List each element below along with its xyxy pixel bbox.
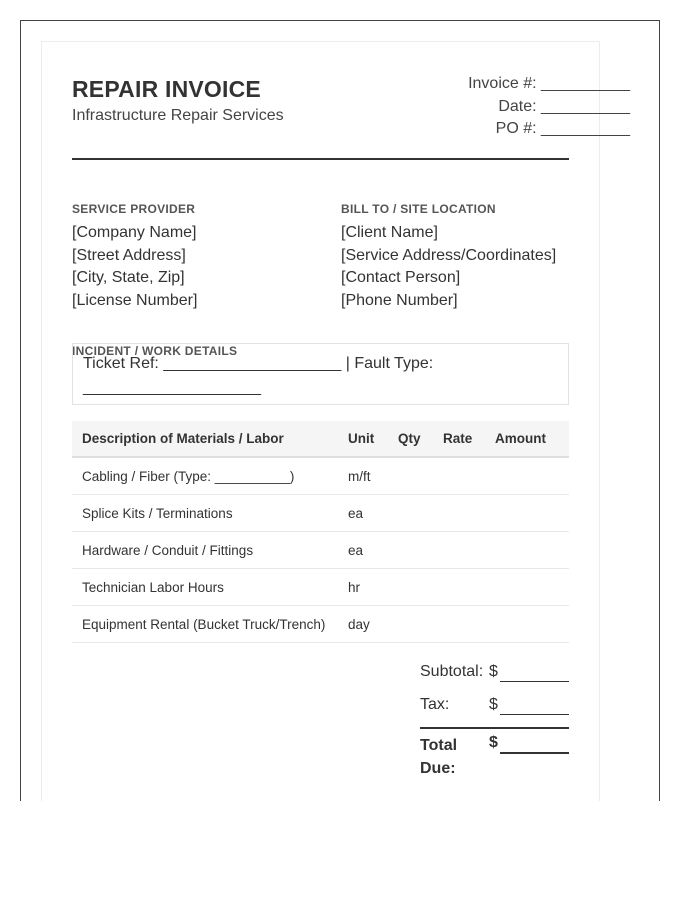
total-due-label: Total Due: bbox=[420, 737, 458, 777]
total-due-divider bbox=[420, 727, 569, 729]
incident-heading: INCIDENT / WORK DETAILS bbox=[72, 344, 238, 358]
line-items-table bbox=[72, 421, 569, 643]
subtotal-blank-line bbox=[500, 681, 569, 682]
subtotal-row bbox=[420, 660, 569, 693]
subtotal-label: Subtotal: bbox=[420, 663, 484, 680]
bill-to-line: [Service Address/Coordinates] bbox=[341, 246, 557, 264]
provider-line: [Street Address] bbox=[72, 246, 186, 264]
row-unit: ea bbox=[348, 542, 364, 558]
table-row bbox=[72, 532, 569, 569]
date-field: Date: __________ bbox=[498, 97, 630, 115]
row-unit: ea bbox=[348, 505, 364, 521]
table-row bbox=[72, 606, 569, 643]
invoice-meta bbox=[468, 73, 630, 141]
row-unit: hr bbox=[348, 579, 361, 595]
column-header-description: Description of Materials / Labor bbox=[82, 431, 284, 446]
header-divider bbox=[72, 158, 569, 160]
incident-details-text: Ticket Ref: ____________________ | Fault Type: ____________________ bbox=[83, 355, 434, 396]
tax-blank-line bbox=[500, 714, 569, 715]
total-due-currency: $ bbox=[489, 734, 498, 751]
table-row bbox=[72, 458, 569, 495]
column-header-unit: Unit bbox=[348, 431, 375, 446]
provider-line: [Company Name] bbox=[72, 224, 197, 241]
tax-currency: $ bbox=[489, 696, 498, 713]
row-description: Cabling / Fiber (Type: __________) bbox=[82, 468, 295, 484]
bill-to-address bbox=[341, 222, 556, 312]
service-provider-address bbox=[72, 222, 197, 312]
row-unit: m/ft bbox=[348, 468, 371, 484]
column-header-amount: Amount bbox=[495, 431, 546, 446]
row-description: Technician Labor Hours bbox=[82, 579, 224, 595]
subtotal-currency: $ bbox=[489, 663, 498, 680]
tax-label: Tax: bbox=[420, 696, 450, 713]
table-row bbox=[72, 495, 569, 532]
service-provider-heading: SERVICE PROVIDER bbox=[72, 202, 196, 216]
provider-line: [License Number] bbox=[72, 291, 198, 309]
bill-to-line: [Client Name] bbox=[341, 224, 438, 241]
bill-to-line: [Phone Number] bbox=[341, 291, 458, 309]
column-header-qty: Qty bbox=[398, 431, 421, 446]
total-due-blank-line bbox=[500, 752, 569, 754]
po-number-field: PO #: __________ bbox=[495, 120, 630, 137]
row-description: Equipment Rental (Bucket Truck/Trench) bbox=[82, 616, 326, 632]
incident-details-box bbox=[72, 343, 569, 405]
invoice-number-field: Invoice #: __________ bbox=[468, 75, 630, 92]
invoice-subtitle: Infrastructure Repair Services bbox=[72, 107, 284, 124]
row-description: Splice Kits / Terminations bbox=[82, 505, 233, 521]
bill-to-line: [Contact Person] bbox=[341, 269, 461, 286]
provider-line: [City, State, Zip] bbox=[72, 269, 185, 286]
row-description: Hardware / Conduit / Fittings bbox=[82, 542, 254, 558]
invoice-title: REPAIR INVOICE bbox=[72, 76, 261, 102]
table-row bbox=[72, 569, 569, 606]
table-header bbox=[72, 421, 569, 458]
tax-row bbox=[420, 693, 569, 726]
totals-block bbox=[420, 660, 569, 726]
column-header-rate: Rate bbox=[443, 431, 473, 446]
row-unit: day bbox=[348, 616, 370, 632]
bill-to-heading: BILL TO / SITE LOCATION bbox=[341, 202, 496, 216]
